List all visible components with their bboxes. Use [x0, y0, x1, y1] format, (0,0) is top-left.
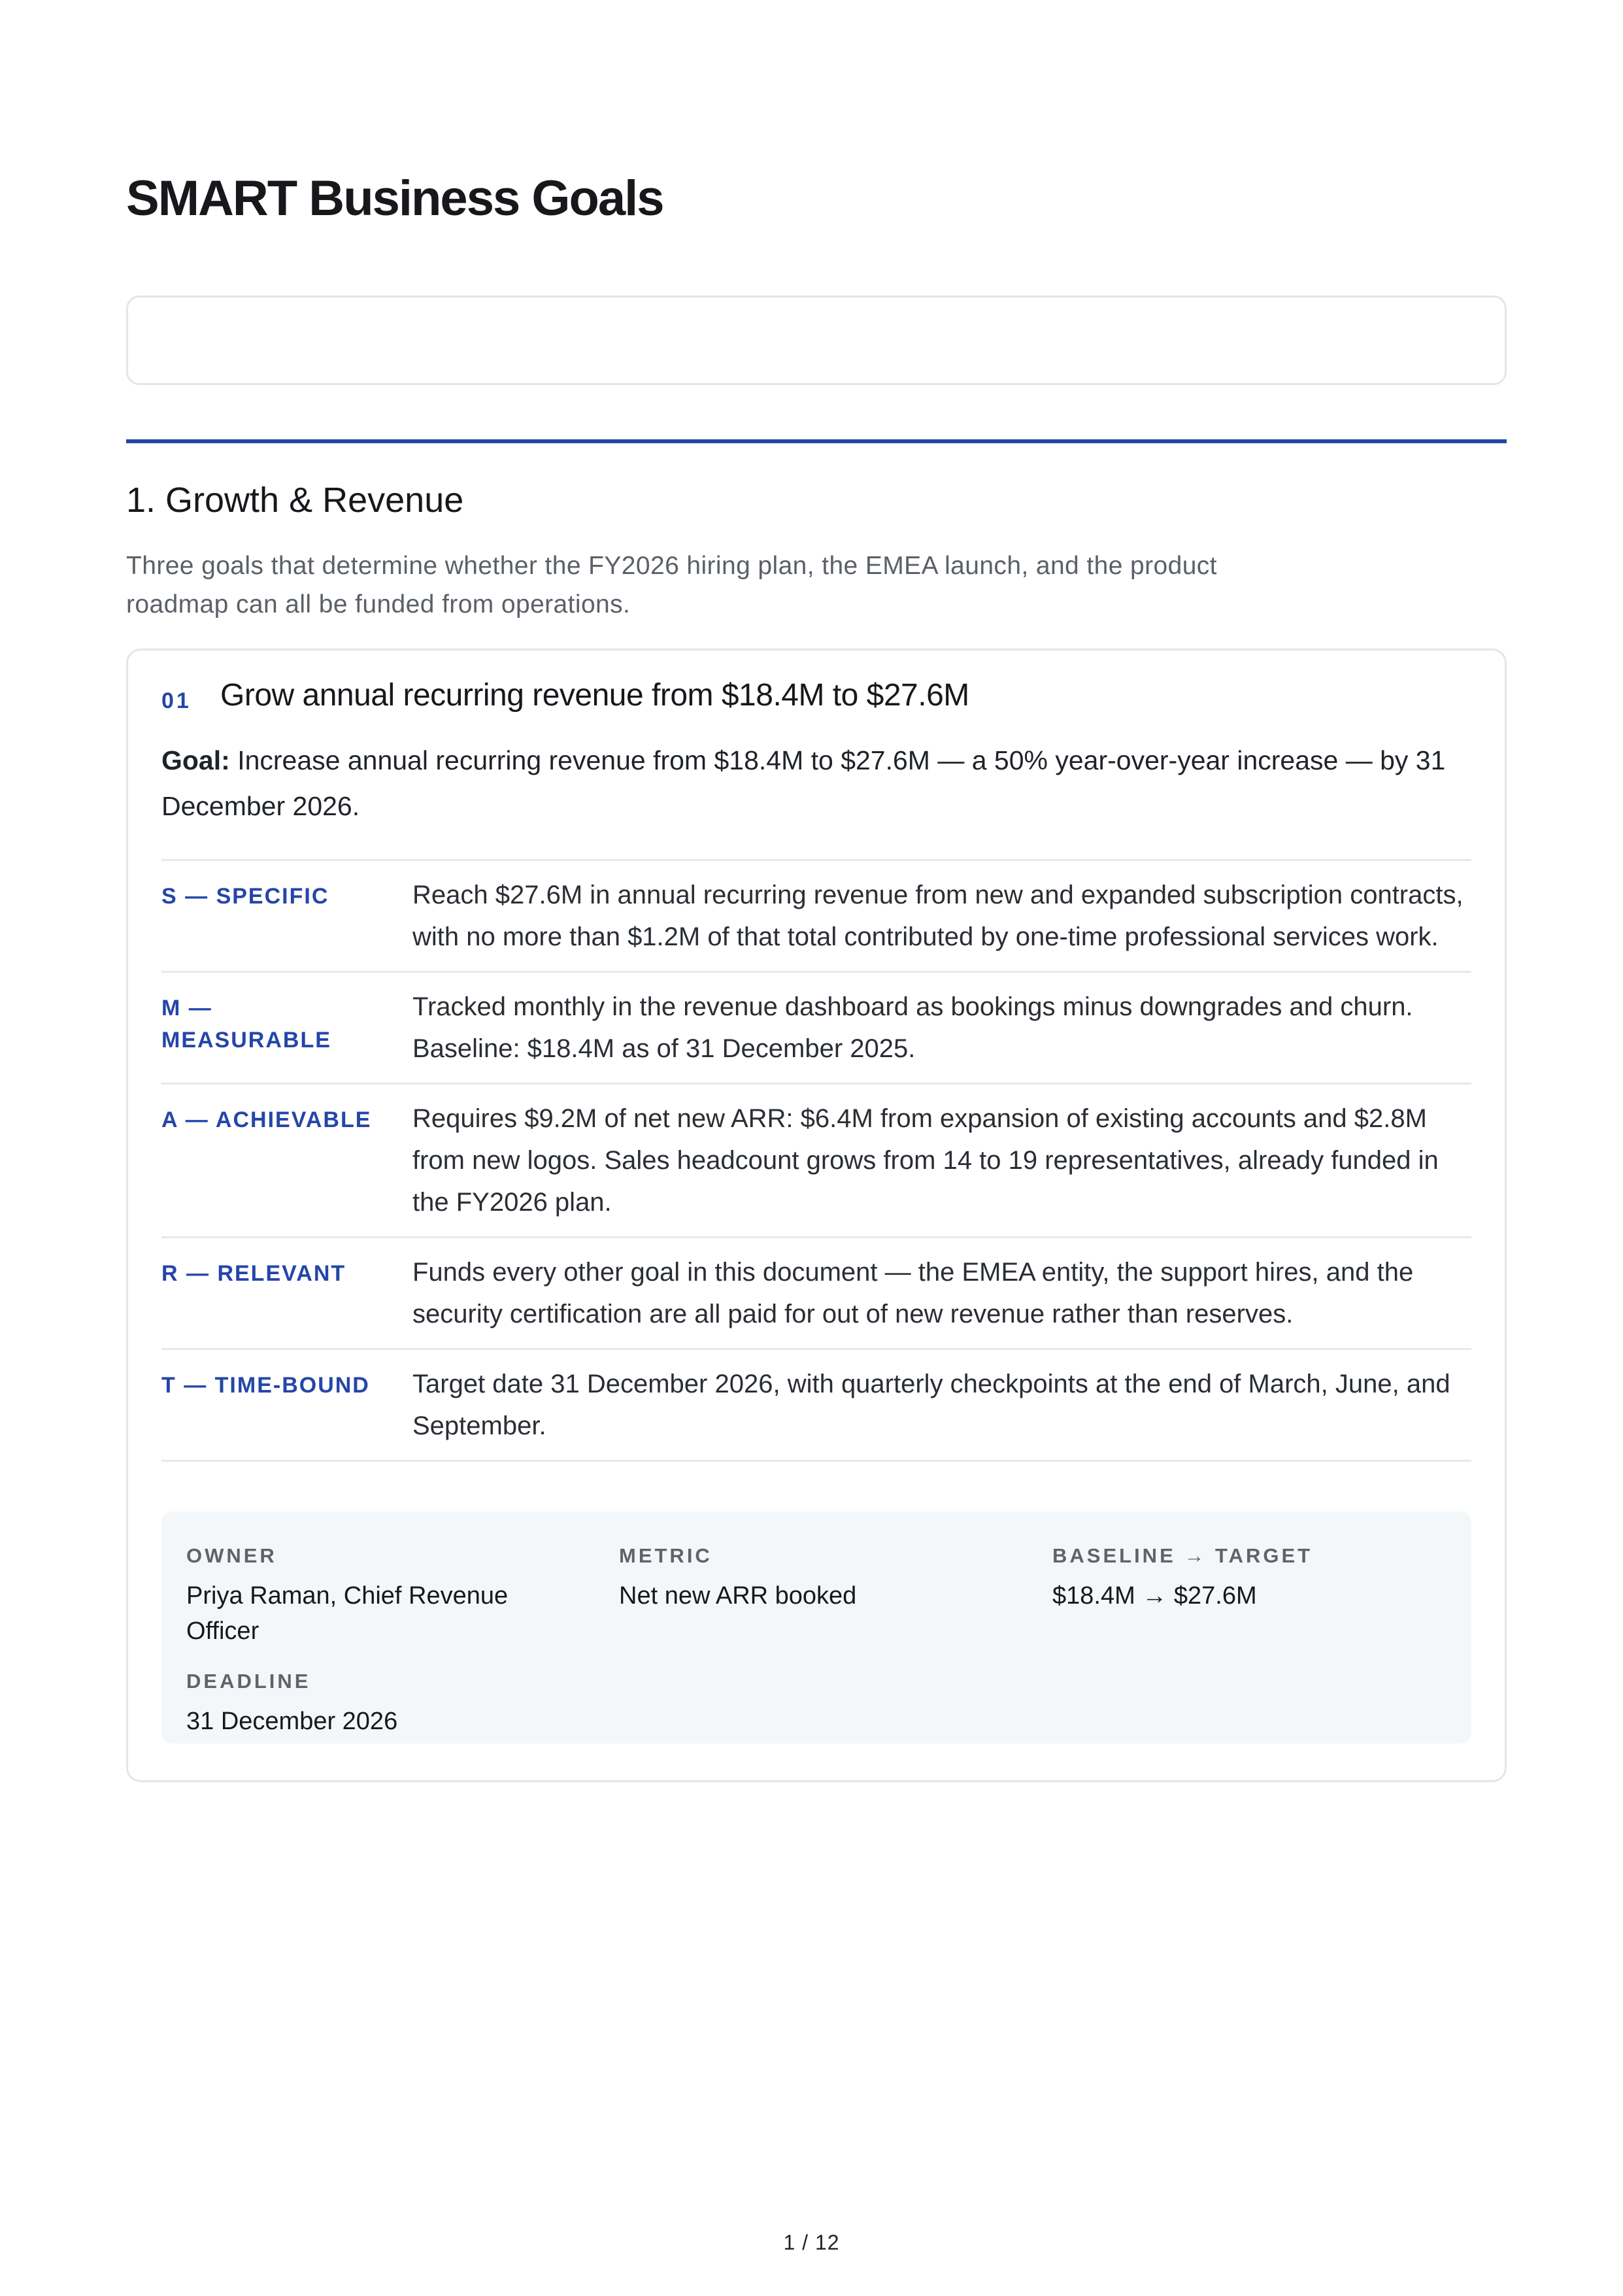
meta-deadline — [186, 1668, 552, 1739]
goal-meta-panel — [161, 1511, 1471, 1744]
page-number: 1 / 12 — [783, 2231, 840, 2254]
meta-value: Net new ARR booked — [619, 1582, 857, 1610]
goal-number: 01 — [161, 688, 192, 713]
section-divider — [126, 439, 1507, 443]
smart-row-specific — [161, 861, 1471, 973]
smart-label: S — SPECIFIC — [161, 884, 329, 909]
smart-row-relevant — [161, 1238, 1471, 1350]
goal-title: Grow annual recurring revenue from $18.4M to $27.6M — [220, 678, 969, 713]
meta-baseline-target — [1052, 1543, 1445, 1613]
meta-label: METRIC — [619, 1544, 712, 1567]
smart-text: Requires $9.2M of net new ARR: $6.4M from expansion of existing accounts and $2.8M from new logos. Sales headcount grows from 14 to 19 representatives, already funded in the FY2026 plan. — [412, 1104, 1439, 1217]
smart-label: M — MEASURABLE — [161, 996, 331, 1053]
goal-label: Goal: — [161, 745, 230, 775]
page-title: SMART Business Goals — [126, 171, 663, 226]
smart-row-measurable — [161, 973, 1471, 1085]
smart-text: Tracked monthly in the revenue dashboard as bookings minus downgrades and churn. Baseline: $18.4M as of 31 December 2025. — [412, 992, 1413, 1063]
meta-label: BASELINE → TARGET — [1052, 1544, 1313, 1567]
section-intro: Three goals that determine whether the FY2026 hiring plan, the EMEA launch, and the product roadmap can all be funded from operations. — [126, 552, 1217, 618]
smart-table — [161, 859, 1471, 1462]
smart-label: R — RELEVANT — [161, 1261, 346, 1286]
goal-description — [161, 737, 1469, 829]
smart-text: Reach $27.6M in annual recurring revenue from new and expanded subscription contracts, with no more than $1.2M of that total contributed by one-time professional services work. — [412, 881, 1464, 951]
section-title: 1. Growth & Revenue — [126, 481, 464, 520]
meta-value: Priya Raman, Chief Revenue Officer — [186, 1582, 509, 1645]
meta-label: DEADLINE — [186, 1670, 311, 1693]
smart-label: T — TIME-BOUND — [161, 1373, 370, 1398]
goal-text: Increase annual recurring revenue from $18.4M to $27.6M — a 50% year-over-year increase — by 31 December 2026. — [161, 745, 1446, 821]
meta-value: $18.4M → $27.6M — [1052, 1582, 1257, 1610]
meta-label: OWNER — [186, 1544, 277, 1567]
smart-row-achievable — [161, 1085, 1471, 1238]
empty-summary-box — [126, 295, 1507, 385]
smart-label: A — ACHIEVABLE — [161, 1107, 372, 1132]
smart-text: Target date 31 December 2026, with quarterly checkpoints at the end of March, June, and September. — [412, 1370, 1450, 1440]
smart-row-time-bound — [161, 1350, 1471, 1462]
smart-text: Funds every other goal in this document — the EMEA entity, the support hires, and the security certification are all paid for out of new revenue rather than reserves. — [412, 1258, 1414, 1328]
meta-metric — [619, 1543, 985, 1613]
meta-owner — [186, 1543, 552, 1649]
meta-value: 31 December 2026 — [186, 1708, 398, 1735]
